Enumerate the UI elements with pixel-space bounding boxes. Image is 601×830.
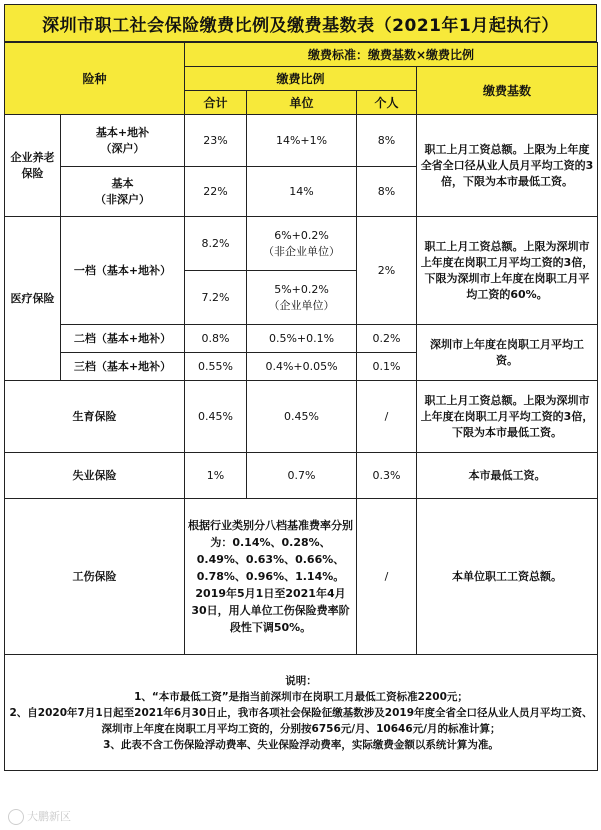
- medical-tier1-employer-a: 6%+0.2% （非企业单位）: [247, 217, 357, 271]
- medical-tier3-employer: 0.4%+0.05%: [247, 353, 357, 381]
- watermark: 大鹏新区: [8, 808, 71, 825]
- pension-row-2-employer: 14%: [247, 167, 357, 217]
- medical-tier3-individual: 0.1%: [357, 353, 417, 381]
- medical-tier3-total: 0.55%: [185, 353, 247, 381]
- pension-row-1-total: 23%: [185, 115, 247, 167]
- injury-base: 本单位职工工资总额。: [417, 499, 598, 655]
- pension-group-label: 企业养老保险: [5, 115, 61, 217]
- watermark-logo-icon: [8, 809, 24, 825]
- maternity-employer: 0.45%: [247, 381, 357, 453]
- maternity-individual: /: [357, 381, 417, 453]
- table-title: 深圳市职工社会保险缴费比例及缴费基数表（2021年1月起执行）: [4, 4, 597, 42]
- header-base: 缴费基数: [417, 67, 598, 115]
- pension-row-1-individual: 8%: [357, 115, 417, 167]
- injury-rate-text: 根据行业类别分八档基准费率分别为：0.14%、0.28%、0.49%、0.63%、0.66%、0.78%、0.96%、1.14%。2019年5月1日至2021年4月30日，用人单位工伤保险费率阶段性下调50%。: [185, 499, 357, 655]
- pension-row-2-name: 基本 （非深户）: [61, 167, 185, 217]
- medical-tier1-name: 一档（基本+地补）: [61, 217, 185, 325]
- medical-tier1-employer-b: 5%+0.2% （企业单位）: [247, 271, 357, 325]
- insurance-rate-table: [4, 42, 598, 771]
- medical-tier2-total: 0.8%: [185, 325, 247, 353]
- maternity-name: 生育保险: [5, 381, 185, 453]
- injury-individual: /: [357, 499, 417, 655]
- maternity-total: 0.45%: [185, 381, 247, 453]
- maternity-base: 职工上月工资总额。上限为深圳市上年度在岗职工月平均工资的3倍，下限为本市最低工资。: [417, 381, 598, 453]
- medical-tier1-individual: 2%: [357, 217, 417, 325]
- medical-tier3-name: 三档（基本+地补）: [61, 353, 185, 381]
- unemployment-base: 本市最低工资。: [417, 453, 598, 499]
- header-rate: 缴费比例: [185, 67, 417, 91]
- notes-item-1: 1、“本市最低工资”是指当前深圳市在岗职工月最低工资标准2200元；: [134, 690, 468, 703]
- pension-row-2-total: 22%: [185, 167, 247, 217]
- unemployment-individual: 0.3%: [357, 453, 417, 499]
- header-standard: 缴费标准：缴费基数×缴费比例: [185, 43, 598, 67]
- header-employer: 单位: [247, 91, 357, 115]
- medical-tier2-individual: 0.2%: [357, 325, 417, 353]
- medical-tier1-base: 职工上月工资总额。上限为深圳市上年度在岗职工月平均工资的3倍，下限为深圳市上年度在岗职工月平均工资的60%。: [417, 217, 598, 325]
- notes-block: [5, 655, 598, 771]
- medical-group-label: 医疗保险: [5, 217, 61, 381]
- header-insurance-type: 险种: [5, 43, 185, 115]
- unemployment-total: 1%: [185, 453, 247, 499]
- notes-item-3: 3、此表不含工伤保险浮动费率、失业保险浮动费率，实际缴费金额以系统计算为准。: [103, 738, 499, 751]
- notes-item-2: 2、自2020年7月1日起至2021年6月30日止，我市各项社会保险征缴基数涉及2019年度全省全口径从业人员月平均工资、深圳市上年度在岗职工月平均工资的，分别按6756元/月、10646元/月的标准计算；: [9, 706, 593, 735]
- pension-row-1-name: 基本+地补 （深户）: [61, 115, 185, 167]
- medical-tier23-base: 深圳市上年度在岗职工月平均工资。: [417, 325, 598, 381]
- medical-tier1-total-b: 7.2%: [185, 271, 247, 325]
- notes-heading: 说明：: [285, 674, 317, 687]
- pension-row-2-individual: 8%: [357, 167, 417, 217]
- header-total: 合计: [185, 91, 247, 115]
- pension-row-1-employer: 14%+1%: [247, 115, 357, 167]
- injury-name: 工伤保险: [5, 499, 185, 655]
- header-individual: 个人: [357, 91, 417, 115]
- pension-base: 职工上月工资总额。上限为上年度全省全口径从业人员月平均工资的3倍，下限为本市最低工资。: [417, 115, 598, 217]
- medical-tier2-employer: 0.5%+0.1%: [247, 325, 357, 353]
- unemployment-employer: 0.7%: [247, 453, 357, 499]
- unemployment-name: 失业保险: [5, 453, 185, 499]
- medical-tier2-name: 二档（基本+地补）: [61, 325, 185, 353]
- medical-tier1-total-a: 8.2%: [185, 217, 247, 271]
